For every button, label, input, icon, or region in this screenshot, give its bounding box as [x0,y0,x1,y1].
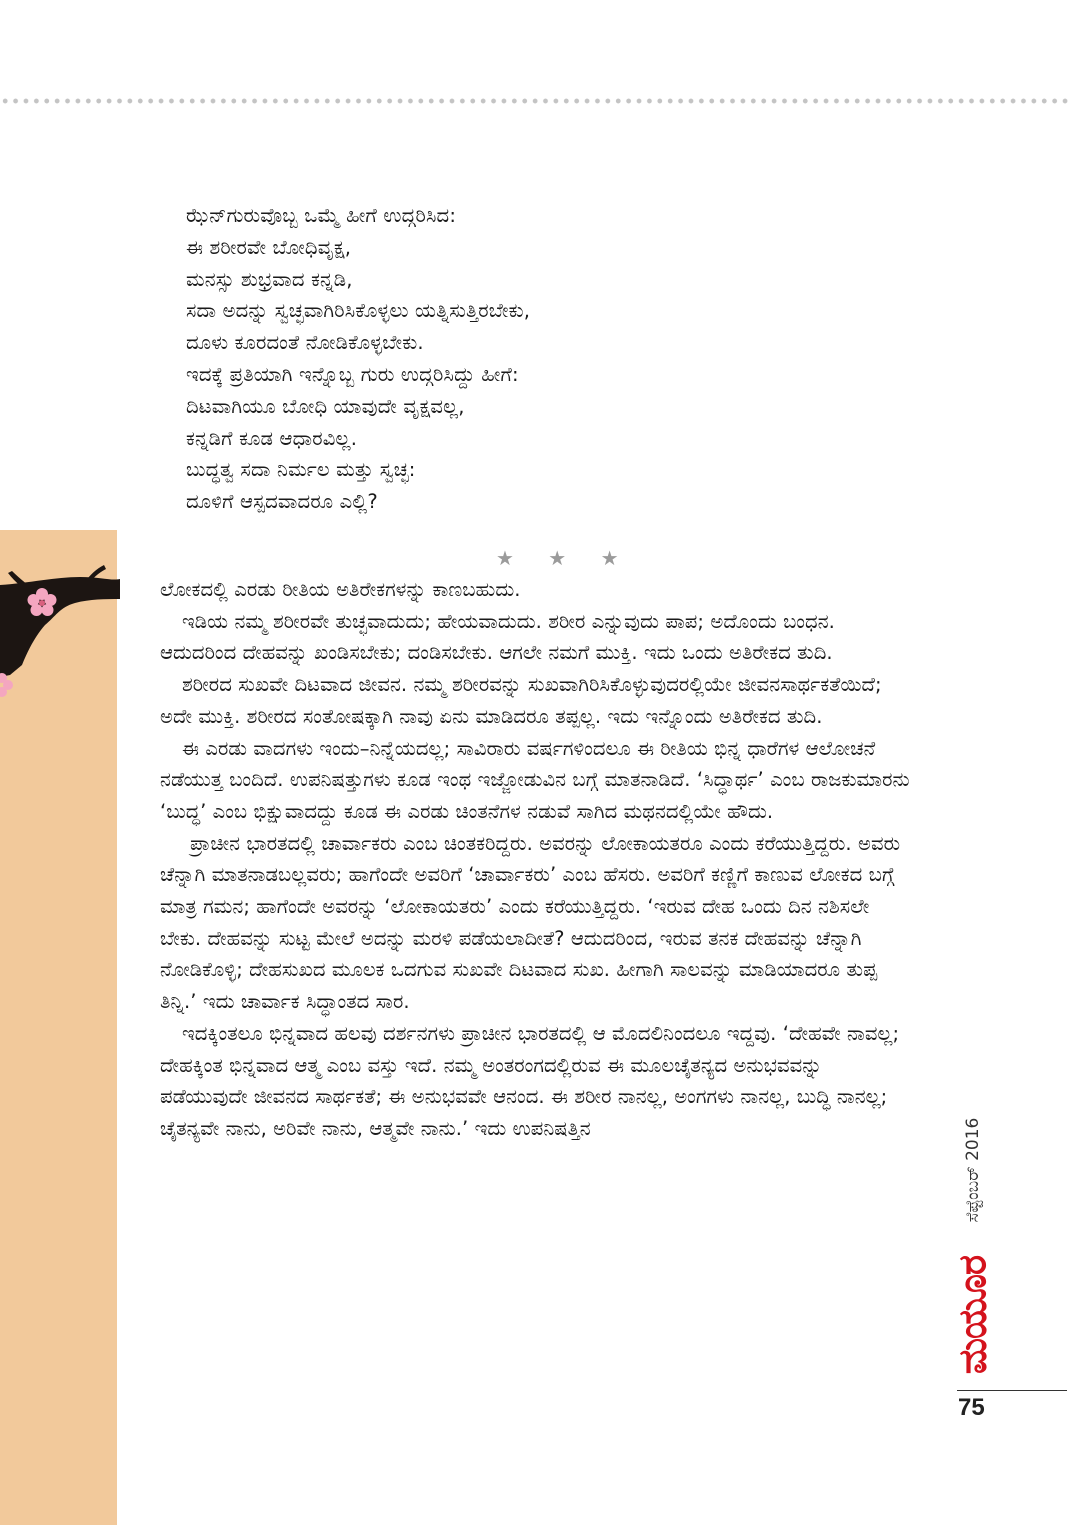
paragraph: ಇದಕ್ಕಿಂತಲೂ ಭಿನ್ನವಾದ ಹಲವು ದರ್ಶನಗಳು ಪ್ರಾಚೀನ ಭಾರತದಲ್ಲಿ ಆ ಮೊದಲಿನಿಂದಲೂ ಇದ್ದವು. ‘ದೇಹವೇ ನಾವಲ್ಲ; ದೇಹಕ್ಕಿಂತ ಭಿನ್ನವಾದ ಆತ್ಮ ಎಂಬ ವಸ್ತು ಇದೆ. ನಮ್ಮ ಅಂತರಂಗದಲ್ಲಿರುವ ಈ ಮೂಲಚೈತನ್ಯದ ಅನುಭವವನ್ನು ಪಡೆಯುವುದೇ ಜೀವನದ ಸಾರ್ಥಕತೆ; ಈ ಅನುಭವವೇ ಆನಂದ. ಈ ಶರೀರ ನಾನಲ್ಲ, ಅಂಗಗಳು ನಾನಲ್ಲ, ಬುದ್ಧಿ ನಾನಲ್ಲ; ಚೈತನ್ಯವೇ ನಾನು, ಅರಿವೇ ನಾನು, ಆತ್ಮವೇ ನಾನು.’ ಇದು ಉಪನಿಷತ್ತಿನ [160,1021,900,1140]
blossom-branch-illustration [0,555,120,735]
poem-line: ಈ ಶರೀರವೇ ಬೋಧಿವೃಕ್ಷ, [186,235,352,259]
poem-line: ದೂಳು ಕೂರದಂತೆ ನೋಡಿಕೊಳ್ಳಬೇಕು. [186,331,424,355]
poem [186,200,746,518]
poem-line: ದೂಳಿಗೆ ಆಸ್ಪದವಾದರೂ ಎಲ್ಲಿ? [186,490,378,514]
poem-line: ಬುದ್ಧತ್ವ ಸದಾ ನಿರ್ಮಲ ಮತ್ತು ಸ್ವಚ್ಛ: [186,458,416,482]
issue-date: ಸೆಪ್ಟೆಂಬರ್ 2016 [963,1117,983,1223]
paragraph: ಶರೀರದ ಸುಖವೇ ದಿಟವಾದ ಜೀವನ. ನಮ್ಮ ಶರೀರವನ್ನು ಸುಖವಾಗಿರಿಸಿಕೊಳ್ಳುವುದರಲ್ಲಿಯೇ ಜೀವನಸಾರ್ಥಕತೆಯಿದೆ; ಅದೇ ಮುಕ್ತಿ. ಶರೀರದ ಸಂತೋಷಕ್ಕಾಗಿ ನಾವು ಏನು ಮಾಡಿದರೂ ತಪ್ಪಲ್ಲ. ಇದು ಇನ್ನೊಂದು ಅತಿರೇಕದ ತುದಿ. [160,673,882,728]
top-dotted-rule [0,98,1072,104]
poem-line: ಝೆನ್‌ಗುರುವೊಬ್ಬ ಒಮ್ಮೆ ಹೀಗೆ ಉದ್ಗರಿಸಿದ: [186,204,457,227]
paragraph: ಲೋಕದಲ್ಲಿ ಎರಡು ರೀತಿಯ ಅತಿರೇಕಗಳನ್ನು ಕಾಣಬಹುದು. [160,578,521,601]
paragraph: ಪ್ರಾಚೀನ ಭಾರತದಲ್ಲಿ ಚಾರ್ವಾಕರು ಎಂಬ ಚಿಂತಕರಿದ್ದರು. ಅವರನ್ನು ಲೋಕಾಯತರೂ ಎಂದು ಕರೆಯುತ್ತಿದ್ದರು. ಅವರು ಚೆನ್ನಾಗಿ ಮಾತನಾಡಬಲ್ಲವರು; ಹಾಗೆಂದೇ ಅವರಿಗೆ ‘ಚಾರ್ವಾಕರು’ ಎಂಬ ಹೆಸರು. ಅವರಿಗೆ ಕಣ್ಣಿಗೆ ಕಾಣುವ ಲೋಕದ ಬಗ್ಗೆ ಮಾತ್ರ ಗಮನ; ಹಾಗೆಂದೇ ಅವರನ್ನು ‘ಲೋಕಾಯತರು’ ಎಂದು ಕರೆಯುತ್ತಿದ್ದರು. ‘ಇರುವ ದೇಹ ಒಂದು ದಿನ ನಶಿಸಲೇ ಬೇಕು. ದೇಹವನ್ನು ಸುಟ್ಟ ಮೇಲೆ ಅದನ್ನು ಮರಳಿ ಪಡೆಯಲಾದೀತೆ? ಆದುದರಿಂದ, ಇರುವ ತನಕ ದೇಹವನ್ನು ಚೆನ್ನಾಗಿ ನೋಡಿಕೊಳ್ಳಿ; ದೇಹಸುಖದ ಮೂಲಕ ಒದಗುವ ಸುಖವೇ ದಿಟವಾದ ಸುಖ. ಹೀಗಾಗಿ ಸಾಲವನ್ನು ಮಾಡಿಯಾದರೂ ತುಪ್ಪ ತಿನ್ನಿ.’ ಇದು ಚಾರ್ವಾಕ ಸಿದ್ಧಾಂತದ ಸಾರ. [160,831,901,1014]
page-number-rule [957,1390,1067,1391]
poem-line: ಸದಾ ಅದನ್ನು ಸ್ವಚ್ಛವಾಗಿರಿಸಿಕೊಳ್ಳಲು ಯತ್ನಿಸುತ್ತಿರಬೇಕು, [186,299,531,323]
paragraph: ಇಡಿಯ ನಮ್ಮ ಶರೀರವೇ ತುಚ್ಛವಾದುದು; ಹೇಯವಾದುದು. ಶರೀರ ಎನ್ನುವುದು ಪಾಪ; ಅದೊಂದು ಬಂಧನ. ಆದುದರಿಂದ ದೇಹವನ್ನು ಖಂಡಿಸಬೇಕು; ದಂಡಿಸಬೇಕು. ಆಗಲೇ ನಮಗೆ ಮುಕ್ತಿ. ಇದು ಒಂದು ಅತಿರೇಕದ ತುದಿ. [160,609,835,665]
article-body [160,574,912,1145]
poem-line: ಕನ್ನಡಿಗೆ ಕೂಡ ಆಧಾರವಿಲ್ಲ. [186,426,358,450]
section-separator-stars: ★ ★ ★ [496,546,633,570]
poem-line: ಇದಕ್ಕೆ ಪ್ರತಿಯಾಗಿ ಇನ್ನೊಬ್ಬ ಗುರು ಉದ್ಗರಿಸಿದ್ದು ಹೀಗೆ: [186,362,519,386]
poem-line: ಮನಸ್ಸು ಶುಭ್ರವಾದ ಕನ್ನಡಿ, [186,267,353,291]
magazine-footer [942,1100,1004,1380]
cherry-blossom-icon [0,673,13,697]
page-number: 75 [958,1394,985,1421]
paragraph: ಈ ಎರಡು ವಾದಗಳು ಇಂದು–ನಿನ್ನೆಯದಲ್ಲ; ಸಾವಿರಾರು ವರ್ಷಗಳಿಂದಲೂ ಈ ರೀತಿಯ ಭಿನ್ನ ಧಾರೆಗಳ ಆಲೋಚನೆ ನಡೆಯುತ್ತ ಬಂದಿದೆ. ಉಪನಿಷತ್ತುಗಳು ಕೂಡ ಇಂಥ ಇಜ್ಜೋಡುವಿನ ಬಗ್ಗೆ ಮಾತನಾಡಿದೆ. ‘ಸಿದ್ಧಾರ್ಥ’ ಎಂಬ ರಾಜಕುಮಾರನು ‘ಬುದ್ಧ’ ಎಂಬ ಭಿಕ್ಷುವಾದದ್ದು ಕೂಡ ಈ ಎರಡು ಚಿಂತನೆಗಳ ನಡುವೆ ಸಾಗಿದ ಮಥನದಲ್ಲಿಯೇ ಹೌದು. [160,736,910,823]
poem-line: ದಿಟವಾಗಿಯೂ ಬೋಧಿ ಯಾವುದೇ ವೃಕ್ಷವಲ್ಲ, [186,394,465,418]
magazine-logo: ಮಯೂರ [950,1255,995,1375]
